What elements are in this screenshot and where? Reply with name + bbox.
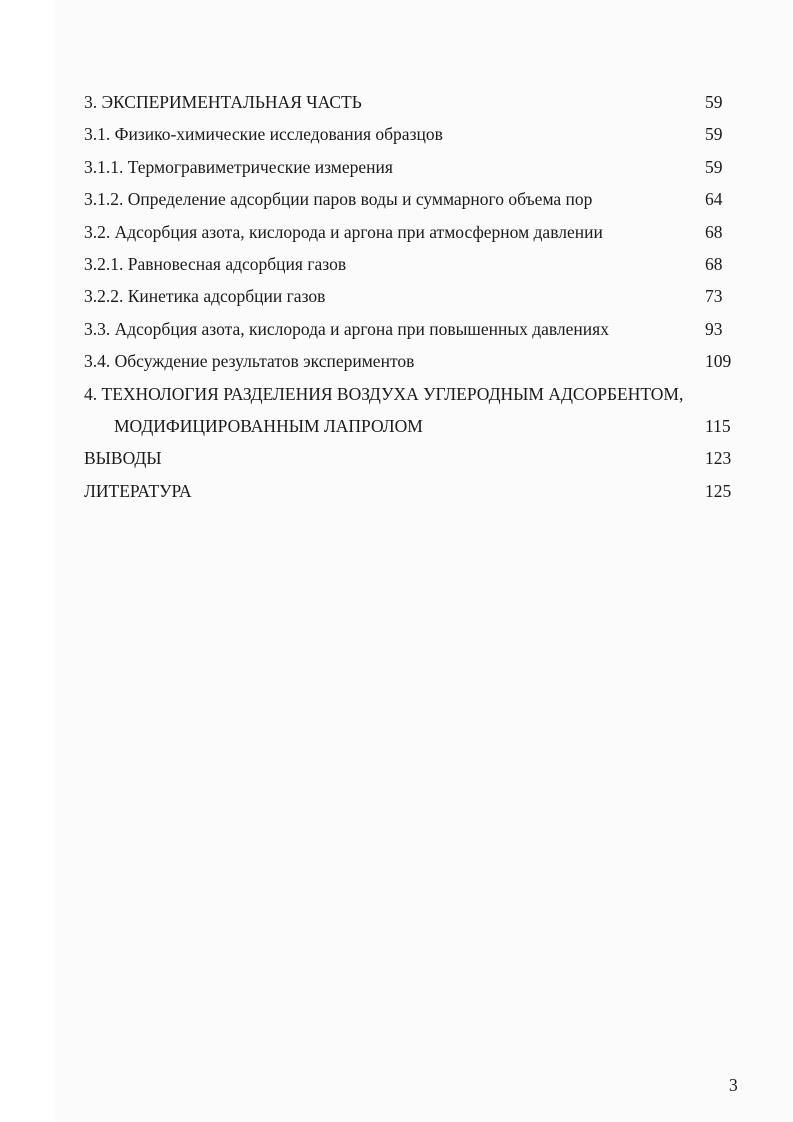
toc-entry-3-2 [84,218,734,250]
toc-entry-page: 64 [705,189,723,210]
toc-entry-title: 3.2.2. Кинетика адсорбции газов [84,286,326,307]
toc-entry-title: 3.4. Обсуждение результатов экспериментов [84,351,415,372]
toc-entry-title: 3.1.2. Определение адсорбции паров воды и суммарного объема пор [84,189,593,210]
toc-entry-page: 59 [705,124,723,145]
toc-entry-page: 125 [705,480,732,501]
table-of-contents [84,88,734,509]
toc-entry-title: 3. ЭКСПЕРИМЕНТАЛЬНАЯ ЧАСТЬ [84,92,362,112]
toc-entry-title: 3.3. Адсорбция азота, кислорода и аргона при повышенных давлениях [84,318,609,339]
toc-entry-title: МОДИФИЦИРОВАННЫМ ЛАПРОЛОМ [114,415,423,436]
toc-entry-3-1 [84,120,734,152]
toc-entry-title: 3.1. Физико-химические исследования образцов [84,124,443,145]
toc-entry-references [84,477,734,509]
toc-entry-title: ВЫВОДЫ [84,448,162,469]
toc-entry-page: 59 [705,92,723,112]
toc-entry-3 [84,88,734,120]
toc-entry-page: 59 [705,156,723,177]
toc-entry-3-4 [84,347,734,379]
toc-entry-conclusions [84,444,734,476]
toc-entry-3-2-2 [84,282,734,314]
toc-entry-title: 3.2. Адсорбция азота, кислорода и аргона при атмосферном давлении [84,221,603,242]
toc-entry-title: 4. ТЕХНОЛОГИЯ РАЗДЕЛЕНИЯ ВОЗДУХА УГЛЕРОДНЫМ АДСОРБЕНТОМ, [84,383,684,404]
toc-entry-3-2-1 [84,250,734,282]
toc-entry-4 [84,380,734,412]
page-number: 3 [729,1075,738,1095]
toc-entry-page: 73 [705,286,723,307]
toc-entry-page: 68 [705,253,723,274]
toc-entry-3-3 [84,315,734,347]
toc-entry-page: 109 [705,351,732,372]
toc-entry-3-1-2 [84,185,734,217]
toc-entry-page: 123 [705,448,732,469]
toc-entry-page: 93 [705,318,723,339]
toc-entry-4-continued [84,412,734,444]
toc-entry-3-1-1 [84,153,734,185]
toc-entry-title: 3.1.1. Термогравиметрические измерения [84,156,393,177]
toc-entry-page: 115 [705,415,731,436]
toc-entry-page: 68 [705,221,723,242]
toc-entry-title: ЛИТЕРАТУРА [84,480,192,501]
toc-entry-title: 3.2.1. Равновесная адсорбция газов [84,253,347,274]
